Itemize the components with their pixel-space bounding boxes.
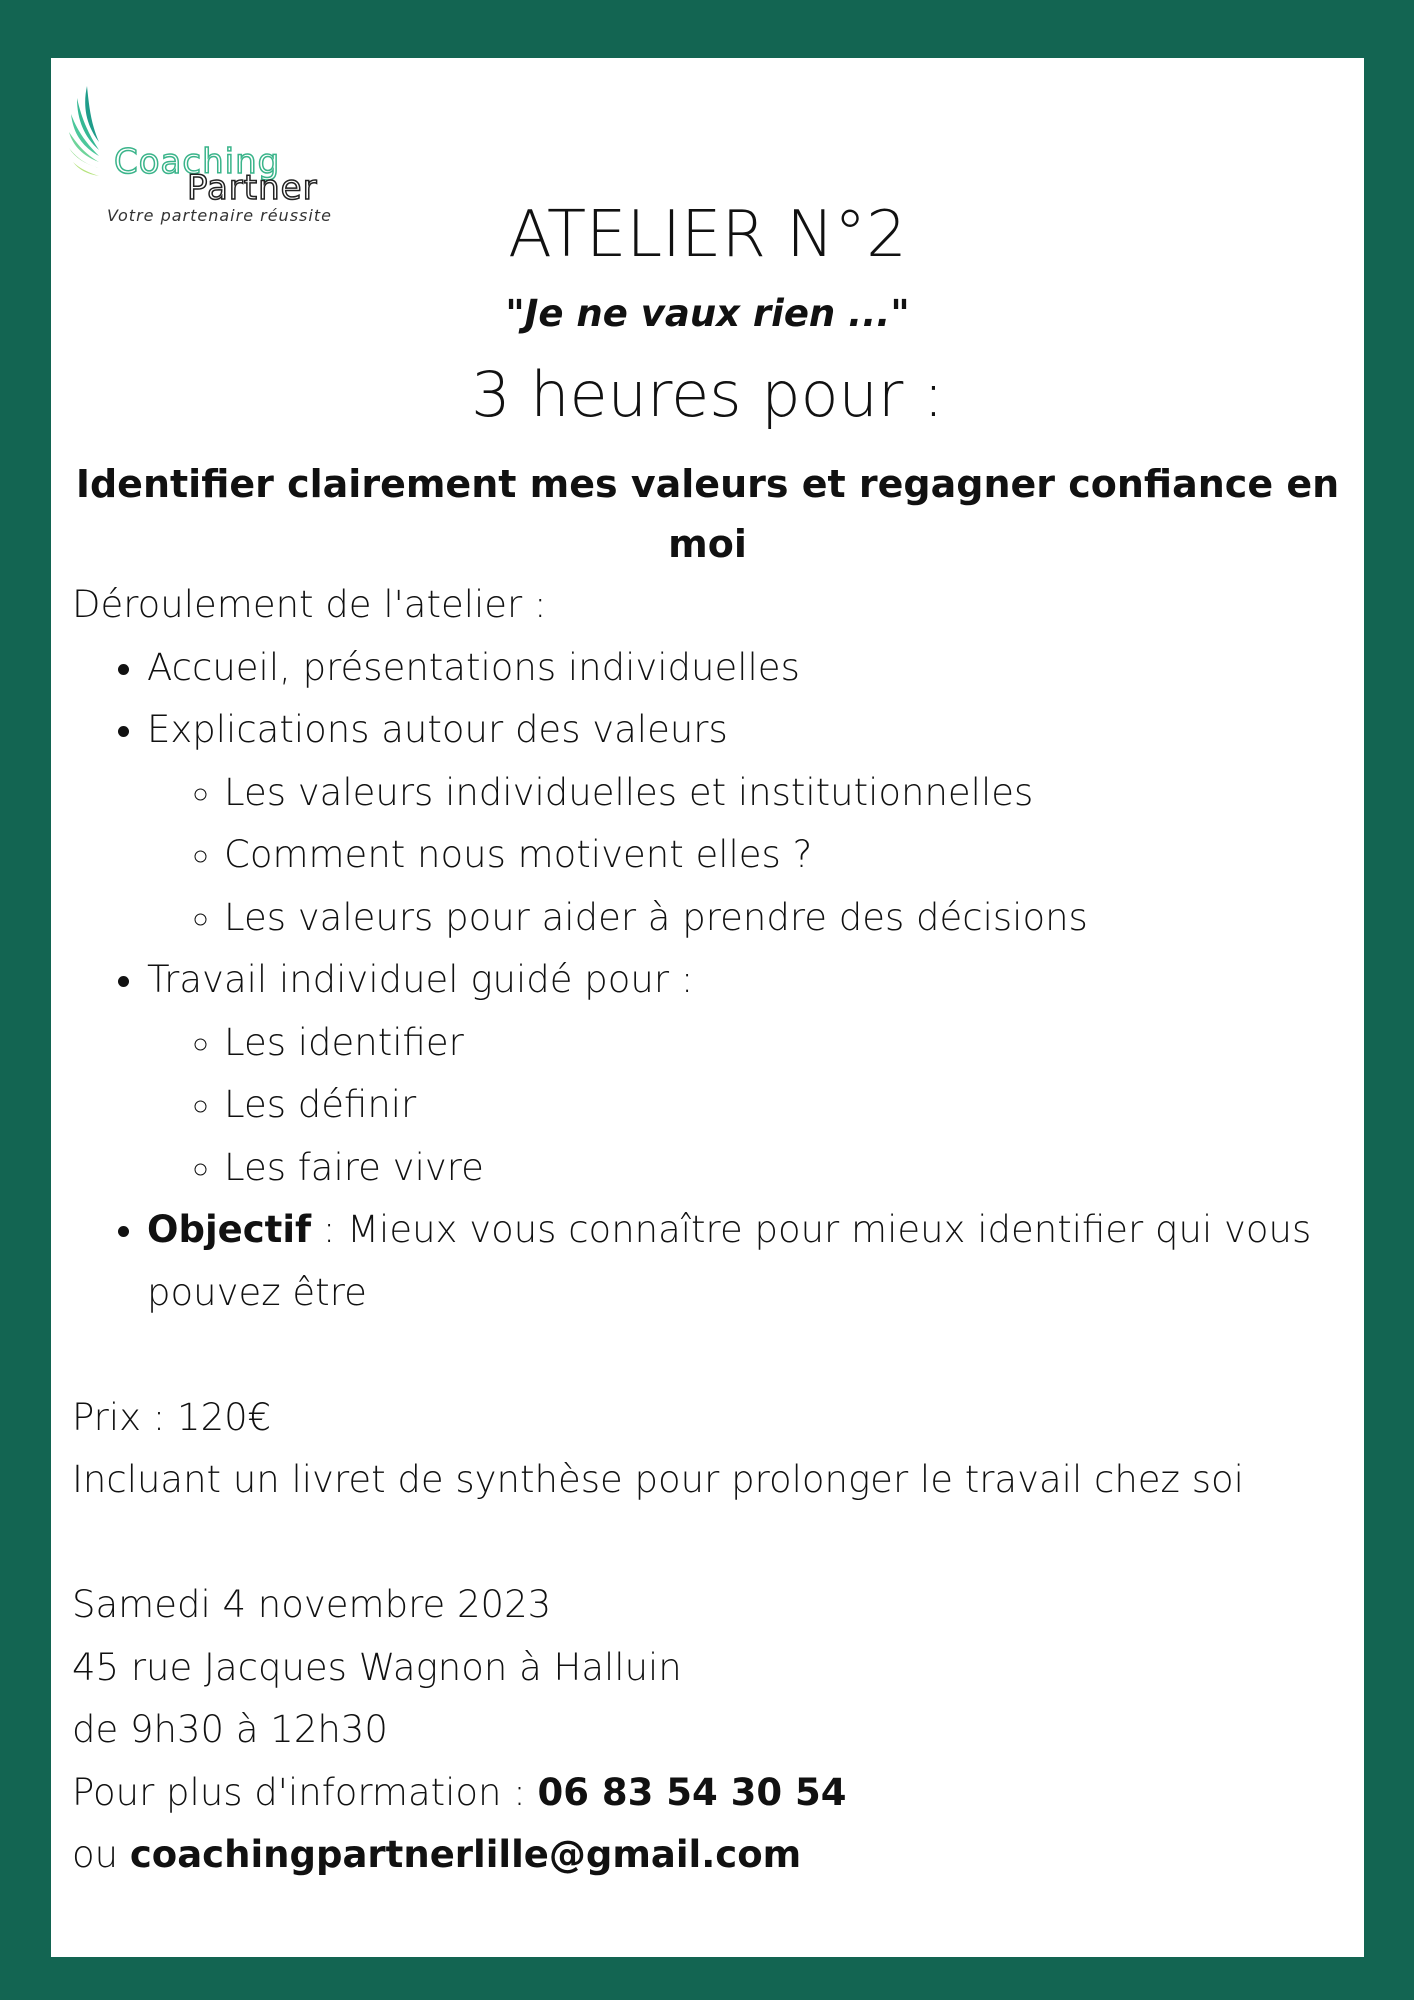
flyer-card: [51, 58, 1364, 1957]
logo-word-coaching: Coaching: [114, 142, 281, 182]
program-list: [72, 637, 1362, 1325]
event-date: Samedi 4 novembre 2023: [72, 1583, 552, 1626]
sub-list-item: ◦ Les identifier: [224, 1012, 1362, 1075]
workshop-headline: Identifier clairement mes valeurs et regagner confiance en moi: [75, 462, 1340, 566]
workshop-title: ATELIER N°2: [508, 198, 907, 272]
logo-tagline: Votre partenaire réussite: [107, 206, 332, 225]
objective-item: [147, 1199, 1362, 1324]
logo-word-partner: Partner: [187, 168, 318, 208]
contact-phone-line: [72, 1762, 1362, 1825]
phone-number[interactable]: 06 83 54 30 54: [537, 1770, 847, 1814]
sub-list: [147, 1012, 1362, 1200]
sub-list-item: ◦ Les valeurs individuelles et institutionnelles: [224, 762, 1362, 825]
objective-text: : Mieux vous connaître pour mieux identifier qui vous pouvez être: [147, 1208, 1312, 1314]
sub-list-item: ◦ Les définir: [224, 1074, 1362, 1137]
duration-heading: 3 heures pour :: [471, 358, 944, 431]
list-item-label: Explications autour des valeurs: [147, 708, 728, 751]
email-address[interactable]: coachingpartnerlille@gmail.com: [129, 1833, 802, 1876]
info-label: Pour plus d'information :: [72, 1770, 538, 1814]
event-time: de 9h30 à 12h30: [72, 1708, 388, 1751]
price-note: Incluant un livret de synthèse pour prolonger le travail chez soi: [72, 1458, 1244, 1501]
sub-list: [147, 762, 1362, 950]
sub-list-item: ◦ Comment nous motivent elles ?: [224, 824, 1362, 887]
program-intro: Déroulement de l'atelier :: [72, 583, 547, 626]
workshop-details: [72, 574, 1362, 1887]
list-item: [147, 949, 1362, 1199]
event-address: 45 rue Jacques Wagnon à Halluin: [72, 1645, 682, 1689]
workshop-subtitle: "Je ne vaux rien ...": [505, 292, 910, 335]
list-item-label: Travail individuel guidé pour :: [147, 958, 694, 1001]
contact-email-line: [72, 1824, 1362, 1887]
or-label: ou: [72, 1833, 130, 1876]
list-item: [147, 699, 1362, 949]
list-item: • Accueil, présentations individuelles: [147, 637, 1362, 700]
price-line: Prix : 120€: [72, 1395, 272, 1439]
sub-list-item: ◦ Les valeurs pour aider à prendre des décisions: [224, 887, 1362, 950]
objective-label: Objectif: [147, 1208, 312, 1251]
sub-list-item: ◦ Les faire vivre: [224, 1137, 1362, 1200]
